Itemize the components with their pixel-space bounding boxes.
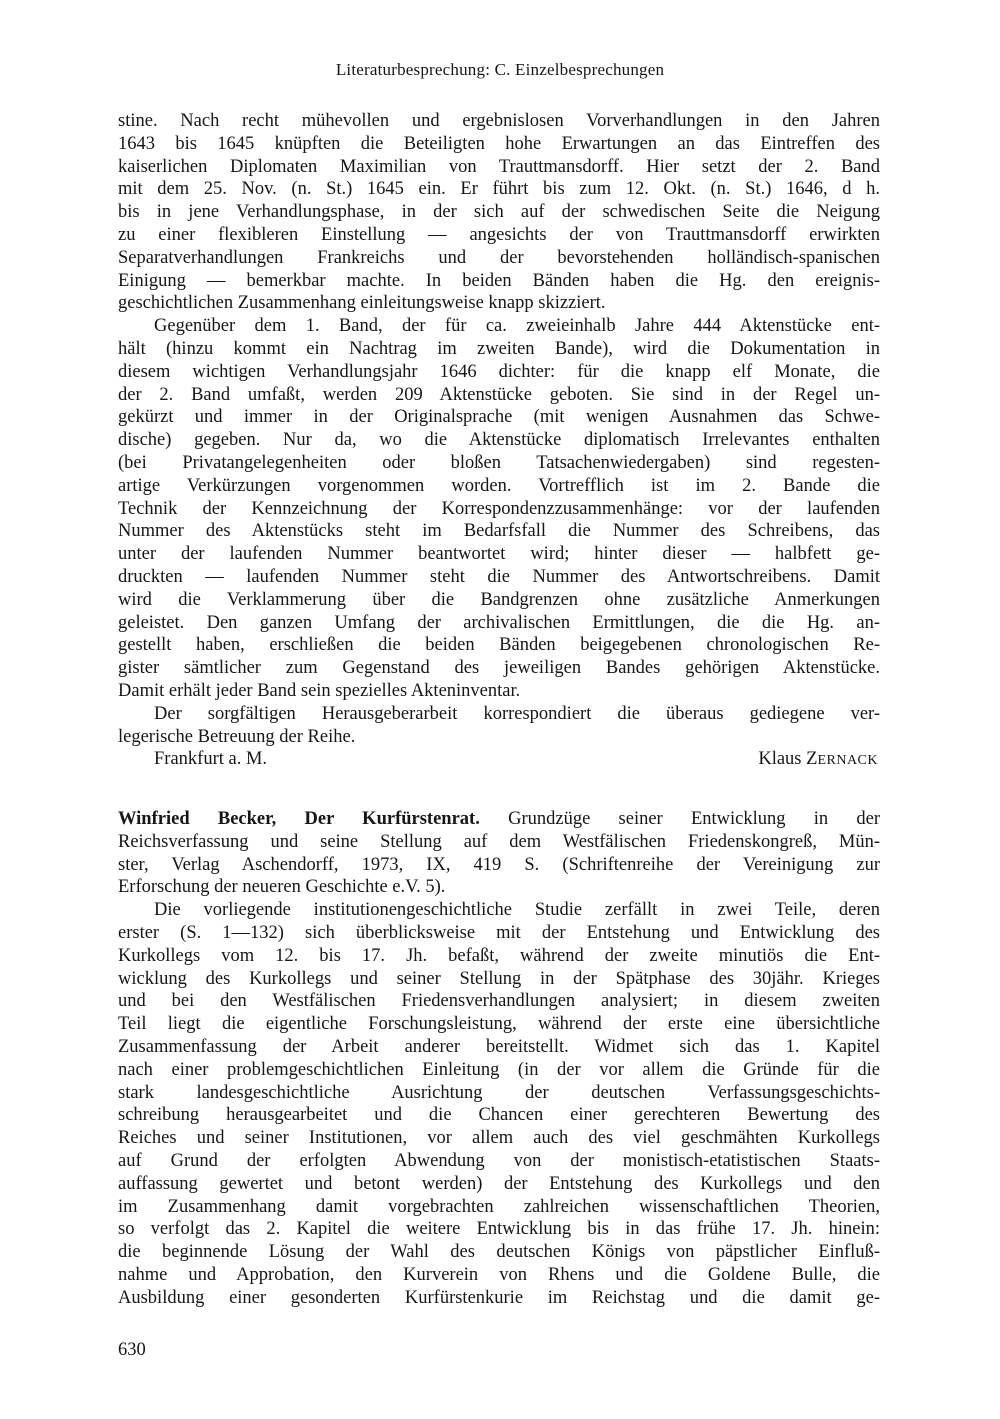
text-line: Erforschung der neueren Geschichte e.V. 5). (118, 877, 446, 898)
text-line: kaiserlichen Diplomaten Maximilian von Trauttmansdorff. Hier setzt der 2. Band (118, 156, 880, 177)
reviewer-surname-smallcaps: ERNACK (817, 753, 878, 769)
text-line: die beginnende Lösung der Wahl des deutschen Königs von päpstlicher Einfluß- (118, 1242, 880, 1263)
text-line: mit dem 25. Nov. (n. St.) 1645 ein. Er führt bis zum 12. Okt. (n. St.) 1646, d h. (118, 179, 880, 200)
text-line: stine. Nach recht mühevollen und ergebnislosen Vorverhandlungen in den Jahren (118, 111, 880, 131)
text-line: Teil liegt die eigentliche Forschungsleistung, während der erste eine übersichtliche (118, 1014, 880, 1035)
text-line: so verfolgt das 2. Kapitel die weitere Entwicklung bis in das frühe 17. Jh. hinein: (118, 1219, 880, 1240)
review-heading-rest: Grundzüge seiner Entwicklung in der (479, 809, 880, 829)
text-line: nach einer problemgeschichtlichen Einleitung (in der vor allem die Gründe für die (118, 1059, 880, 1080)
text-line: Gegenüber dem 1. Band, der für ca. zweieinhalb Jahre 444 Aktenstücke ent- (154, 316, 880, 337)
text-line: Die vorliegende institutionengeschichtliche Studie zerfällt in zwei Teile, deren (154, 900, 880, 921)
text-line: zu einer flexibleren Einstellung — angesichts der von Trauttmansdorff erwirkten (118, 224, 880, 245)
text-line: geschichtlichen Zusammenhang einleitungsweise knapp skizziert. (118, 293, 606, 314)
text-line: erster (S. 1—132) sich überblicksweise mit der Entstehung und Entwicklung des (118, 922, 880, 943)
review-text-2 (118, 808, 880, 1310)
text-line: Kurkollegs vom 12. bis 17. Jh. befaßt, während der zweite minutiös die Ent- (118, 945, 880, 966)
text-line: wicklung des Kurkollegs und seiner Stellung in der Spätphase des 30jähr. Krieges (118, 968, 880, 989)
text-line: dische) gegeben. Nur da, wo die Aktenstücke diplomatisch Irrelevantes enthalten (118, 430, 880, 451)
text-line: Reiches und seiner Institutionen, vor allem auch des viel geschmähten Kurkollegs (118, 1128, 880, 1149)
text-line: bis in jene Verhandlungsphase, in der sich auf der schwedischen Seite die Neigung (118, 202, 880, 223)
text-line: 1643 bis 1645 knüpften die Beteiligten hohe Erwartungen an das Eintreffen des (118, 133, 880, 154)
text-line: gestellt haben, erschließen die beiden Bänden beigegebenen chronologischen Re- (118, 635, 880, 656)
text-line: Separatverhandlungen Frankreichs und der bevorstehenden holländisch-spanischen (118, 247, 880, 268)
text-line: Einigung — bemerkbar machte. In beiden Bänden haben die Hg. den ereignis- (118, 270, 880, 291)
text-line: gister sämtlicher zum Gegenstand des jeweiligen Bandes gehörigen Aktenstücke. (118, 658, 880, 679)
text-line: legerische Betreuung der Reihe. (118, 726, 356, 747)
page-number: 630 (118, 1340, 146, 1360)
reviewer-first: Klaus Z (758, 749, 818, 770)
reviewer-name (758, 748, 878, 771)
text-line: und bei den Westfälischen Friedensverhandlungen analysiert; in diesem zweiten (118, 991, 880, 1012)
text-line: gekürzt und immer in der Originalsprache (mit wenigen Ausnahmen das Schwe- (118, 407, 880, 428)
text-line: schreibung herausgearbeitet und die Chancen einer gerechteren Bewertung des (118, 1105, 880, 1126)
text-line: Technik der Kennzeichnung der Korrespondenzzusammenhänge: vor der laufenden (118, 498, 880, 519)
text-line: im Zusammenhang damit vorgebrachten zahlreichen wissenschaftlichen Theorien, (118, 1196, 880, 1217)
text-line: ster, Verlag Aschendorff, 1973, IX, 419 S. (Schriftenreihe der Vereinigung zur (118, 854, 880, 875)
running-head: Literaturbesprechung: C. Einzelbesprechungen (335, 60, 665, 79)
review-heading-title: Winfried Becker, Der Kurfürstenrat. (118, 809, 480, 829)
text-line: hält (hinzu kommt ein Nachtrag im zweiten Bande), wird die Dokumentation in (118, 338, 880, 359)
text-line: (bei Privatangelegenheiten oder bloßen Tatsachenwiedergaben) sind regesten- (118, 452, 880, 473)
text-line: Reichsverfassung und seine Stellung auf dem Westfälischen Friedenskongreß, Mün- (118, 831, 880, 852)
text-line: Damit erhält jeder Band sein spezielles Akteninventar. (118, 680, 521, 701)
text-line: auffassung gewertet und betont werden) der Entstehung des Kurkollegs und den (118, 1173, 880, 1194)
text-line: Nummer des Aktenstücks steht im Bedarfsfall die Nummer des Schreibens, das (118, 521, 880, 542)
text-line: diesem wichtigen Verhandlungsjahr 1646 dichter: für die knapp elf Monate, die (118, 361, 880, 382)
text-line: nahme und Approbation, den Kurverein von Rhens und die Goldene Bulle, die (118, 1264, 880, 1285)
text-line: druckten — laufenden Nummer steht die Nummer des Antwortschreibens. Damit (118, 566, 880, 587)
review-text-1 (118, 110, 880, 771)
text-line: geleistet. Den ganzen Umfang der archivalischen Ermittlungen, die die Hg. an- (118, 612, 880, 633)
text-line: auf Grund der erfolgten Abwendung von der monistisch-etatistischen Staats- (118, 1150, 880, 1171)
text-line: Zusammenfassung der Arbeit anderer bereitstellt. Widmet sich das 1. Kapitel (118, 1036, 880, 1057)
review-heading-line (118, 808, 880, 831)
place: Frankfurt a. M. (154, 749, 268, 770)
text-line: unter der laufenden Nummer beantwortet wird; hinter dieser — halbfett ge- (118, 544, 880, 565)
text-line: artige Verkürzungen vorgenommen worden. Vortrefflich ist im 2. Bande die (118, 475, 880, 496)
text-line: stark landesgeschichtliche Ausrichtung der deutschen Verfassungsgeschichts- (118, 1082, 880, 1103)
text-line: Ausbildung einer gesonderten Kurfürstenkurie im Reichstag und die damit ge- (118, 1287, 880, 1308)
text-line: wird die Verklammerung über die Bandgrenzen ohne zusätzliche Anmerkungen (118, 589, 880, 610)
text-line: der 2. Band umfaßt, werden 209 Aktenstücke geboten. Sie sind in der Regel un- (118, 384, 880, 405)
text-line: Der sorgfältigen Herausgeberarbeit korrespondiert die überaus gediegene ver- (154, 703, 880, 724)
signature-line (118, 748, 880, 771)
